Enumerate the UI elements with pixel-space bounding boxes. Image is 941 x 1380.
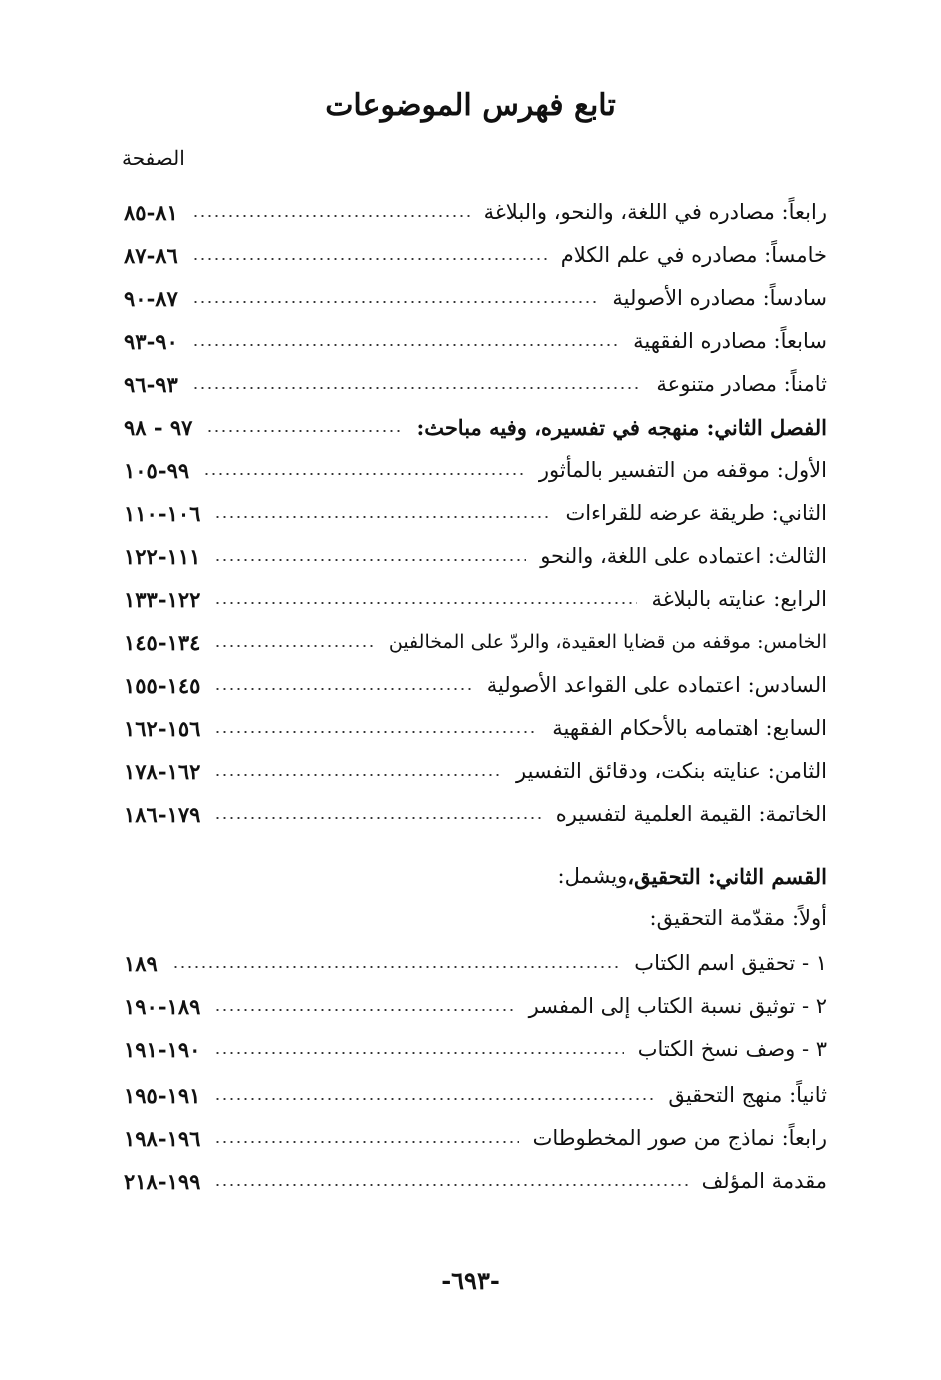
toc-entry xyxy=(124,623,827,661)
toc-entry-label: سابعاً: مصادره الفقهية xyxy=(633,329,827,353)
toc-entry-pages: ٨٧-٩٠ xyxy=(124,285,178,311)
page-column-header: الصفحة xyxy=(122,146,185,170)
toc-entry xyxy=(124,709,827,747)
page-number: -٦٩٣- xyxy=(441,1266,500,1295)
toc-entry xyxy=(124,451,827,489)
toc-entry-pages: ٨٦-٨٧ xyxy=(124,242,178,268)
toc-entry xyxy=(124,365,827,403)
toc-entry-pages: ١١١-١٢٢ xyxy=(124,543,201,569)
toc-entry-label: الخامس: موقفه من قضايا العقيدة، والردّ على المخالفين xyxy=(388,631,827,653)
toc-entry-pages: ١٩١-١٩٥ xyxy=(124,1082,201,1108)
toc-entry-label: ثانياً: منهج التحقيق xyxy=(668,1083,827,1107)
dot-leader xyxy=(214,516,551,518)
dot-leader xyxy=(214,774,502,776)
section-heading-rest: ويشمل: xyxy=(557,864,628,888)
toc-entry xyxy=(124,193,827,231)
toc-entry-pages: ١٢٢-١٣٣ xyxy=(124,586,201,612)
section-subheading-text: أولاً: مقدّمة التحقيق: xyxy=(649,906,827,930)
toc-entry xyxy=(124,408,827,446)
dot-leader xyxy=(214,602,637,604)
dot-leader xyxy=(192,301,599,303)
toc-entry xyxy=(124,1119,827,1157)
toc-entry-label: ٣ - وصف نسخ الكتاب xyxy=(637,1037,827,1061)
section-heading xyxy=(558,857,827,895)
toc-entry-pages: ١٩٦-١٩٨ xyxy=(124,1125,201,1151)
dot-leader xyxy=(214,559,526,561)
toc-entry-label: الخاتمة: القيمة العلمية لتفسيره xyxy=(555,802,827,826)
toc-entry-label: الفصل الثاني: منهجه في تفسيره، وفيه مباحث: xyxy=(416,414,827,440)
dot-leader xyxy=(192,258,547,260)
toc-entry xyxy=(124,1162,827,1200)
toc-entry-label: الثامن: عنايته بنكت، ودقائق التفسير xyxy=(515,759,827,783)
toc-entry xyxy=(124,236,827,274)
toc-entry-pages: ٩٠-٩٣ xyxy=(124,328,178,354)
dot-leader xyxy=(214,688,472,690)
toc-entry-label: السابع: اهتمامه بالأحكام الفقهية xyxy=(552,716,827,740)
toc-entry-label: ثامناً: مصادر متنوعة xyxy=(656,372,827,396)
dot-leader xyxy=(203,473,525,475)
toc-entry-label: الأول: موقفه من التفسير بالمأثور xyxy=(538,458,827,482)
toc-entry-label: رابعاً: مصادره في اللغة، والنحو، والبلاغة xyxy=(483,200,827,224)
dot-leader xyxy=(214,1141,518,1143)
toc-entry-label: ٢ - توثيق نسبة الكتاب إلى المفسر xyxy=(528,994,827,1018)
dot-leader xyxy=(214,1184,687,1186)
dot-leader xyxy=(214,731,538,733)
toc-entry-label: مقدمة المؤلف xyxy=(701,1169,827,1193)
toc-entry-pages: ١٨٩-١٩٠ xyxy=(124,993,201,1019)
toc-entry xyxy=(124,1030,827,1068)
toc-entry-pages: ١٦٢-١٧٨ xyxy=(124,758,201,784)
toc-entry xyxy=(124,322,827,360)
dot-leader xyxy=(214,645,374,647)
toc-entry-label: الثاني: طريقة عرضه للقراءات xyxy=(565,501,827,525)
section-subheading xyxy=(650,899,827,937)
toc-entry xyxy=(124,1076,827,1114)
dot-leader xyxy=(172,966,620,968)
toc-entry xyxy=(124,537,827,575)
toc-entry-pages: ٩٣-٩٦ xyxy=(124,371,178,397)
page-title: تابع فهرس الموضوعات xyxy=(325,88,616,123)
toc-entry-pages: ١٩٠-١٩١ xyxy=(124,1036,201,1062)
toc-entry xyxy=(124,666,827,704)
toc-entry-pages: ٨١-٨٥ xyxy=(124,199,178,225)
toc-entry-pages: ٩٩-١٠٥ xyxy=(124,457,190,483)
toc-entry xyxy=(124,279,827,317)
dot-leader xyxy=(192,215,470,217)
toc-entry xyxy=(124,494,827,532)
toc-entry-pages: ١٣٤-١٤٥ xyxy=(124,629,201,655)
toc-entry-pages: ١٨٩ xyxy=(124,950,158,976)
toc-entry-label: السادس: اعتماده على القواعد الأصولية xyxy=(486,673,827,697)
toc-entry-pages: ١٩٩-٢١٨ xyxy=(124,1168,201,1194)
toc-entry-label: خامساً: مصادره في علم الكلام xyxy=(560,243,827,267)
toc-entry-label: رابعاً: نماذج من صور المخطوطات xyxy=(532,1126,827,1150)
dot-leader xyxy=(192,344,619,346)
toc-entry-pages: ١٤٥-١٥٥ xyxy=(124,672,201,698)
toc-entry-pages: ١٧٩-١٨٦ xyxy=(124,801,201,827)
toc-entry-label: ١ - تحقيق اسم الكتاب xyxy=(634,951,827,975)
toc-entry-label: سادساً: مصادره الأصولية xyxy=(612,286,827,310)
toc-entry xyxy=(124,752,827,790)
dot-leader xyxy=(206,430,402,432)
section-heading-bold: القسم الثاني: التحقيق، xyxy=(627,863,827,889)
toc-entry-pages: ١٥٦-١٦٢ xyxy=(124,715,201,741)
dot-leader xyxy=(192,387,643,389)
dot-leader xyxy=(214,1009,514,1011)
toc-entry xyxy=(124,580,827,618)
toc-entry xyxy=(124,944,827,982)
toc-entry xyxy=(124,987,827,1025)
dot-leader xyxy=(214,1052,623,1054)
toc-entry-pages: ٩٧ - ٩٨ xyxy=(124,414,193,440)
toc-entry-label: الرابع: عنايته بالبلاغة xyxy=(651,587,827,611)
dot-leader xyxy=(214,1098,654,1100)
toc-entry xyxy=(124,795,827,833)
toc-entry-label: الثالث: اعتماده على اللغة، والنحو xyxy=(540,544,827,568)
toc-entry-pages: ١٠٦-١١٠ xyxy=(124,500,201,526)
dot-leader xyxy=(214,817,541,819)
